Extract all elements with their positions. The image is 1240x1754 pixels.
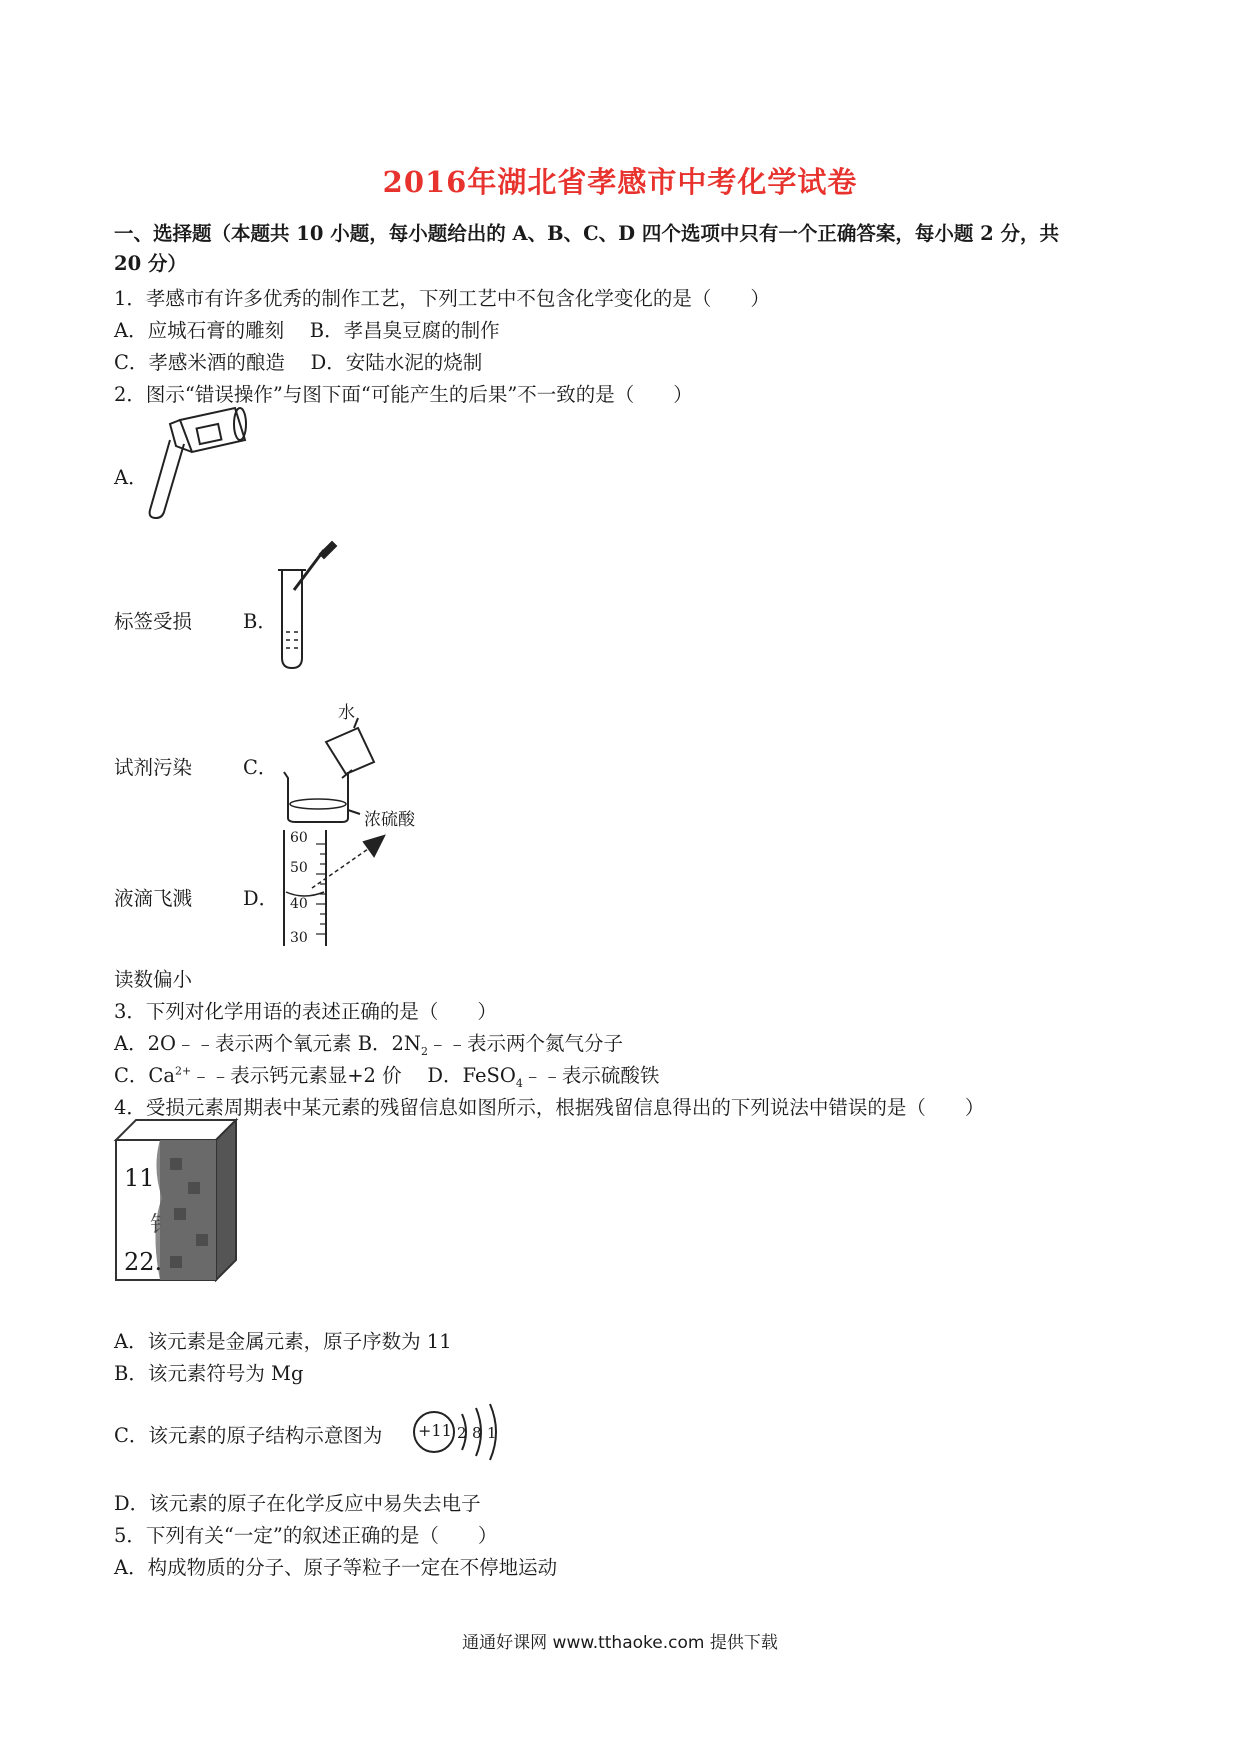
q2-result-c: 液滴飞溅 bbox=[114, 887, 193, 910]
q2-figure-b-dropper bbox=[270, 540, 340, 670]
q2-option-a-label: A． bbox=[114, 466, 148, 489]
q3-option-b: B．$2N_2﹣﹣$表示两个氮气分子 bbox=[357, 1032, 624, 1058]
q2-option-d-label: D． bbox=[243, 887, 279, 910]
q4-option-c: C．该元素的原子结构示意图为 bbox=[114, 1424, 383, 1447]
q4-stem: 4．受损元素周期表中某元素的残留信息如图所示，根据残留信息得出的下列说法中错误的是（ ） bbox=[114, 1096, 985, 1119]
q2-figure-d-tick-30: 30 bbox=[290, 930, 308, 946]
q4-nucleus-label: +11 bbox=[418, 1421, 452, 1440]
q4-shell-1: 2 bbox=[457, 1424, 467, 1442]
q4-option-d: D．该元素的原子在化学反应中易失去电子 bbox=[114, 1492, 481, 1515]
q4-card-element-char: 钅 bbox=[150, 1213, 173, 1238]
q2-figure-d-tick-60: 60 bbox=[290, 830, 308, 846]
q5-stem: 5．下列有关“一定”的叙述正确的是（ ） bbox=[114, 1524, 498, 1547]
q2-figure-d-tick-50: 50 bbox=[290, 860, 308, 876]
q5-option-a: A．构成物质的分子、原子等粒子一定在不停地运动 bbox=[114, 1556, 558, 1579]
q2-result-d: 读数偏小 bbox=[114, 968, 193, 991]
page-footer[interactable]: 通通好课网 www.tthaoke.com 提供下载 bbox=[462, 1633, 778, 1653]
q3-stem: 3．下列对化学用语的表述正确的是（ ） bbox=[114, 1000, 497, 1023]
q4-card-atomic-number: 11 bbox=[124, 1164, 155, 1192]
q2-figure-a-pouring-liquid bbox=[140, 400, 250, 520]
q4-shell-3: 1 bbox=[487, 1424, 497, 1442]
q4-shell-2: 8 bbox=[472, 1424, 482, 1442]
q3-option-c: C．$Ca^{2+}﹣﹣$表示钙元素显+2 价 bbox=[114, 1064, 402, 1087]
q2-figure-d-tick-40: 40 bbox=[290, 896, 308, 912]
q3-options-cd bbox=[114, 1060, 659, 1090]
q2-figure-c-water-label: 水 bbox=[338, 703, 355, 723]
q1-options-cd: C．孝感米酒的酿造 D．安陆水泥的烧制 bbox=[114, 351, 483, 374]
q2-stem: 2．图示“错误操作”与图下面“可能产生的后果”不一致的是（ ） bbox=[114, 383, 693, 406]
exam-title: 2016年湖北省孝感市中考化学试卷 bbox=[382, 165, 858, 199]
q2-option-b-label: B． bbox=[243, 610, 277, 633]
q2-figure-c-acid-label: 浓硫酸 bbox=[364, 810, 415, 830]
section-heading-line2: 20 分） bbox=[114, 252, 187, 275]
q2-option-c-label: C． bbox=[243, 756, 278, 779]
q3-options-ab bbox=[114, 1028, 623, 1058]
q3-option-d: D．FeSO$_4$﹣﹣表示硫酸铁 bbox=[427, 1064, 660, 1090]
q1-stem: 1．孝感市有许多优秀的制作工艺，下列工艺中不包含化学变化的是（ ） bbox=[114, 287, 770, 310]
q3-option-a: A．2O﹣﹣表示两个氧元素 bbox=[114, 1032, 352, 1055]
q4-card-atomic-mass: 22. bbox=[124, 1248, 163, 1276]
section-heading-line1: 一、选择题（本题共 10 小题，每小题给出的 A、B、C、D 四个选项中只有一个正确答案，每小题 2 分，共 bbox=[114, 222, 1059, 245]
q2-result-a: 标签受损 bbox=[114, 610, 193, 633]
q4-option-a: A．该元素是金属元素，原子序数为 11 bbox=[114, 1330, 452, 1353]
q2-result-b: 试剂污染 bbox=[114, 756, 193, 779]
q1-options-ab: A．应城石膏的雕刻 B．孝昌臭豆腐的制作 bbox=[114, 319, 500, 342]
q4-option-b: B．该元素符号为 Mg bbox=[114, 1362, 304, 1385]
